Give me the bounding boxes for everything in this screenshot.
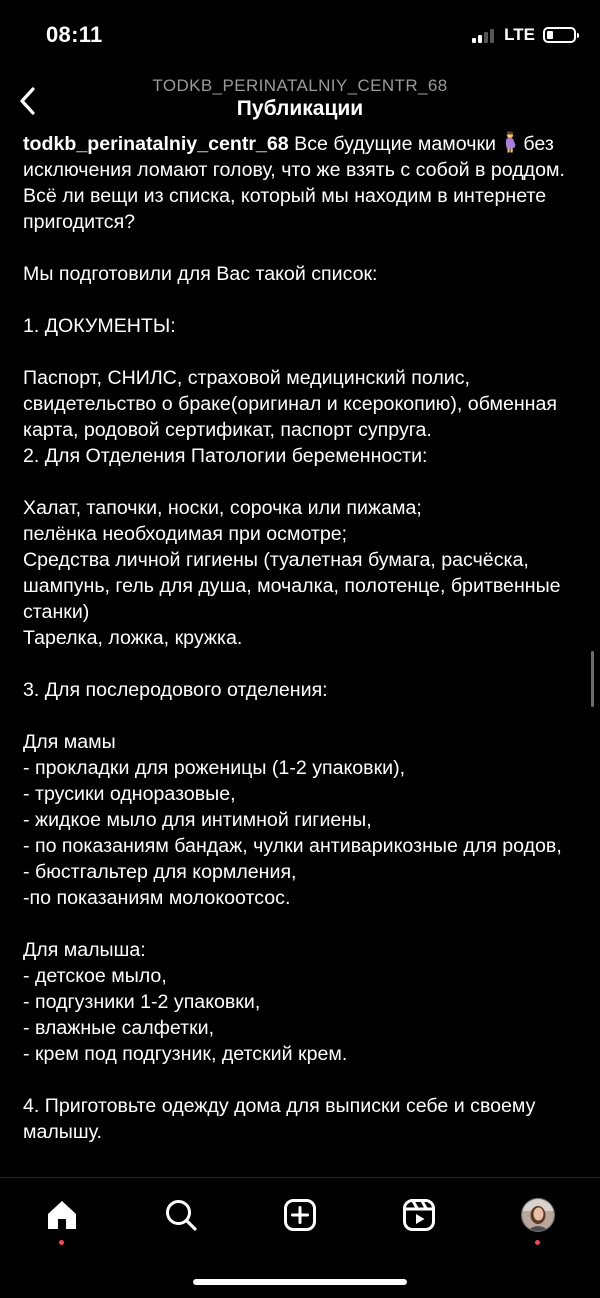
page-title: Публикации [236,97,364,120]
mom-list-item: - трусики одноразовые, [23,783,236,805]
mom-list-item: - прокладки для роженицы (1-2 упаковки), [23,757,406,779]
status-time: 08:11 [46,22,103,47]
section-3-title: 3. Для послеродового отделения: [23,679,328,701]
baby-list-item: - крем под подгузник, детский крем. [23,1043,348,1065]
header-account-name: TODKB_PERINATALNIY_CENTR_68 [152,76,448,95]
caption-intro-text-2: без исключения ломают голову, что же взять с собой в роддом. [23,133,565,181]
network-type: LTE [504,25,535,44]
reels-icon [402,1198,436,1232]
section-2-line: Средства личной гигиены (туалетная бумага, расчёска, шампунь, гель для душа, мочалка, полотенце, бритвенные станки) [23,549,561,623]
caption-list-intro: Мы подготовили для Вас такой список: [23,263,378,285]
profile-notification-dot [535,1240,540,1245]
caption-intro [23,131,579,183]
home-indicator[interactable] [193,1279,407,1285]
status-indicators [472,25,576,45]
home-icon [45,1198,79,1232]
nav-create[interactable] [280,1195,320,1235]
section-2-line: пелёнка необходимая при осмотре; [23,523,348,545]
section-1-title: 1. ДОКУМЕНТЫ: [23,315,176,337]
baby-list-title: Для малыша: [23,939,146,961]
home-notification-dot [59,1240,64,1245]
signal-icon [472,27,494,43]
section-2-title: 2. Для Отделения Патологии беременности: [23,445,428,467]
scrollbar[interactable] [591,651,594,707]
section-2-line: Халат, тапочки, носки, сорочка или пижама; [23,497,422,519]
nav-reels[interactable] [399,1195,439,1235]
baby-list-item: - влажные салфетки, [23,1017,215,1039]
search-icon [164,1198,198,1232]
mom-list-title: Для мамы [23,731,116,753]
mom-list-item: -по показаниям молокоотсос. [23,887,291,909]
mom-list-item: - жидкое мыло для интимной гигиены, [23,809,372,831]
section-2-line: Тарелка, ложка, кружка. [23,627,243,649]
nav-profile[interactable] [518,1195,558,1235]
baby-list-item: - детское мыло, [23,965,167,987]
post-caption [23,131,579,1145]
nav-search[interactable] [161,1195,201,1235]
caption-intro-text: Все будущие мамочки [294,133,496,155]
caption-username[interactable]: todkb_perinatalniy_centr_68 [23,133,289,155]
baby-list-item: - подгузники 1-2 упаковки, [23,991,261,1013]
mom-list-item: - бюстгальтер для кормления, [23,861,297,883]
section-4-text: 4. Приготовьте одежду дома для выписки себе и своему малышу. [23,1095,536,1143]
status-bar [0,0,600,70]
create-post-icon [283,1198,317,1232]
profile-avatar [521,1198,555,1232]
mom-list-item: - по показаниям бандаж, чулки антиварикозные для родов, [23,835,562,857]
pregnant-woman-emoji [502,131,518,153]
caption-question: Всё ли вещи из списка, который мы находим в интернете пригодится? [23,185,547,233]
header [0,70,600,132]
battery-icon [543,27,576,43]
nav-home[interactable] [42,1195,82,1235]
section-1-text: Паспорт, СНИЛС, страховой медицинский полис, свидетельство о браке(оригинал и ксерокопию), обменная карта, родовой сертификат, паспорт супруга. [23,367,557,441]
